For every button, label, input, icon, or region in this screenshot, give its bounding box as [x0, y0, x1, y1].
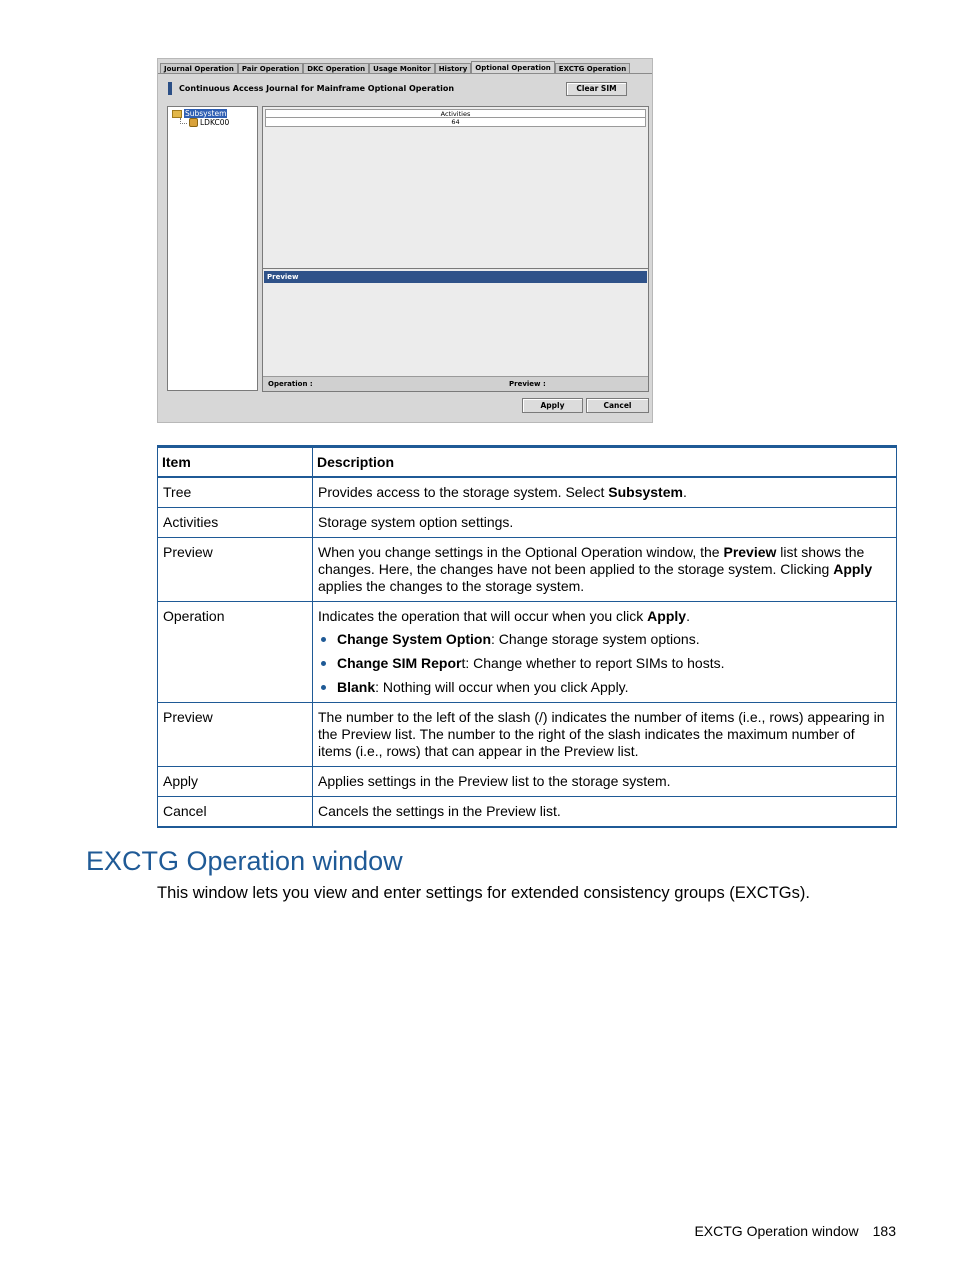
table-row: [158, 797, 897, 828]
description-cell: [313, 477, 897, 508]
tree-item-ldkc[interactable]: [180, 118, 229, 127]
column-header-item: Item: [158, 447, 313, 478]
clear-sim-button[interactable]: Clear SIM: [566, 82, 627, 96]
description-text: Provides access to the storage system. Select: [318, 484, 609, 500]
description-paragraph: [318, 608, 891, 625]
table-row: [158, 508, 897, 538]
section-heading: EXCTG Operation window: [86, 846, 403, 876]
description-bold: Preview: [723, 544, 777, 560]
description-text: .: [682, 484, 687, 500]
description-cell: [313, 538, 897, 602]
item-description-table: [157, 445, 897, 828]
ldkc-icon: [189, 118, 198, 127]
preview-title-bar: Preview: [264, 271, 647, 283]
item-cell: Preview: [158, 538, 313, 602]
description-cell: Storage system option settings.: [313, 508, 897, 538]
section-intro: This window lets you view and enter settings for extended consistency groups (EXCTGs).: [157, 884, 810, 902]
table-row: [158, 477, 897, 508]
tab-exctg-operation[interactable]: EXCTG Operation: [555, 63, 630, 74]
description-text: list shows the changes. Here, the changes have not been applied to the storage system. Clicking: [318, 544, 865, 577]
item-cell: Apply: [158, 767, 313, 797]
table-header-row: [158, 447, 897, 478]
option-name: Blank: [337, 679, 376, 695]
table-row: [158, 602, 897, 703]
option-name: Change System Option: [337, 631, 492, 647]
tab-optional-operation[interactable]: Optional Operation: [471, 61, 554, 74]
tree-branch-line: [180, 118, 187, 124]
operation-options-list: [318, 631, 891, 696]
preview-count-label: Preview :: [509, 380, 546, 388]
tab-journal-operation[interactable]: Journal Operation: [160, 63, 238, 74]
option-description: : Nothing will occur when you click Apply.: [375, 679, 629, 695]
description-text: .: [686, 608, 690, 624]
column-header-description: Description: [313, 447, 897, 478]
activities-column-header[interactable]: Activities: [265, 109, 646, 118]
description-cell: Applies settings in the Preview list to the storage system.: [313, 767, 897, 797]
apply-button[interactable]: Apply: [522, 398, 583, 413]
preview-panel: [262, 268, 649, 392]
description-text: applies the changes to the storage system.: [318, 578, 585, 594]
title-marker: [168, 82, 172, 95]
item-cell: Cancel: [158, 797, 313, 828]
tree-panel: [167, 106, 258, 391]
activities-panel: [262, 106, 649, 292]
tab-dkc-operation[interactable]: DKC Operation: [303, 63, 369, 74]
folder-icon: [172, 110, 182, 118]
tab-history[interactable]: History: [435, 63, 472, 74]
item-cell: Activities: [158, 508, 313, 538]
item-cell: Operation: [158, 602, 313, 703]
tree-item-label: Subsystem: [185, 109, 227, 118]
optional-operation-window-screenshot: [157, 58, 653, 423]
description-cell: Cancels the settings in the Preview list.: [313, 797, 897, 828]
table-row: [158, 538, 897, 602]
option-name: Change SIM Repor: [337, 655, 462, 671]
option-description: t: Change whether to report SIMs to hosts.: [461, 655, 725, 671]
description-text: Indicates the operation that will occur when you click: [318, 608, 648, 624]
tab-divider: [158, 73, 652, 74]
page-number: 183: [872, 1223, 896, 1239]
window-title: Continuous Access Journal for Mainframe Optional Operation: [179, 84, 455, 93]
tab-usage-monitor[interactable]: Usage Monitor: [369, 63, 435, 74]
item-cell: Preview: [158, 703, 313, 767]
description-cell: [313, 602, 897, 703]
list-item: [318, 655, 891, 672]
list-item: [318, 631, 891, 648]
option-description: : Change storage system options.: [491, 631, 700, 647]
description-bold: Apply: [833, 561, 873, 577]
table-row: [158, 703, 897, 767]
cancel-button[interactable]: Cancel: [586, 398, 649, 413]
tab-pair-operation[interactable]: Pair Operation: [238, 63, 303, 74]
description-bold: Apply: [647, 608, 687, 624]
item-cell: Tree: [158, 477, 313, 508]
list-item: [318, 679, 891, 696]
description-text: When you change settings in the Optional Operation window, the: [318, 544, 724, 560]
footer-label: EXCTG Operation window: [694, 1223, 859, 1239]
page-footer: [694, 1223, 896, 1239]
description-bold: Subsystem: [608, 484, 683, 500]
description-cell: The number to the left of the slash (/) indicates the number of items (i.e., rows) appearing in the Preview list. The number to the right of the slash indicates the maximum number of items (i.e., rows) that can appear in the Preview list.: [313, 703, 897, 767]
tree-item-label: LDKC00: [200, 118, 230, 127]
activities-value-cell[interactable]: 64: [265, 118, 646, 127]
table-row: [158, 767, 897, 797]
preview-status-bar: [263, 376, 648, 391]
operation-label: Operation :: [268, 380, 313, 388]
